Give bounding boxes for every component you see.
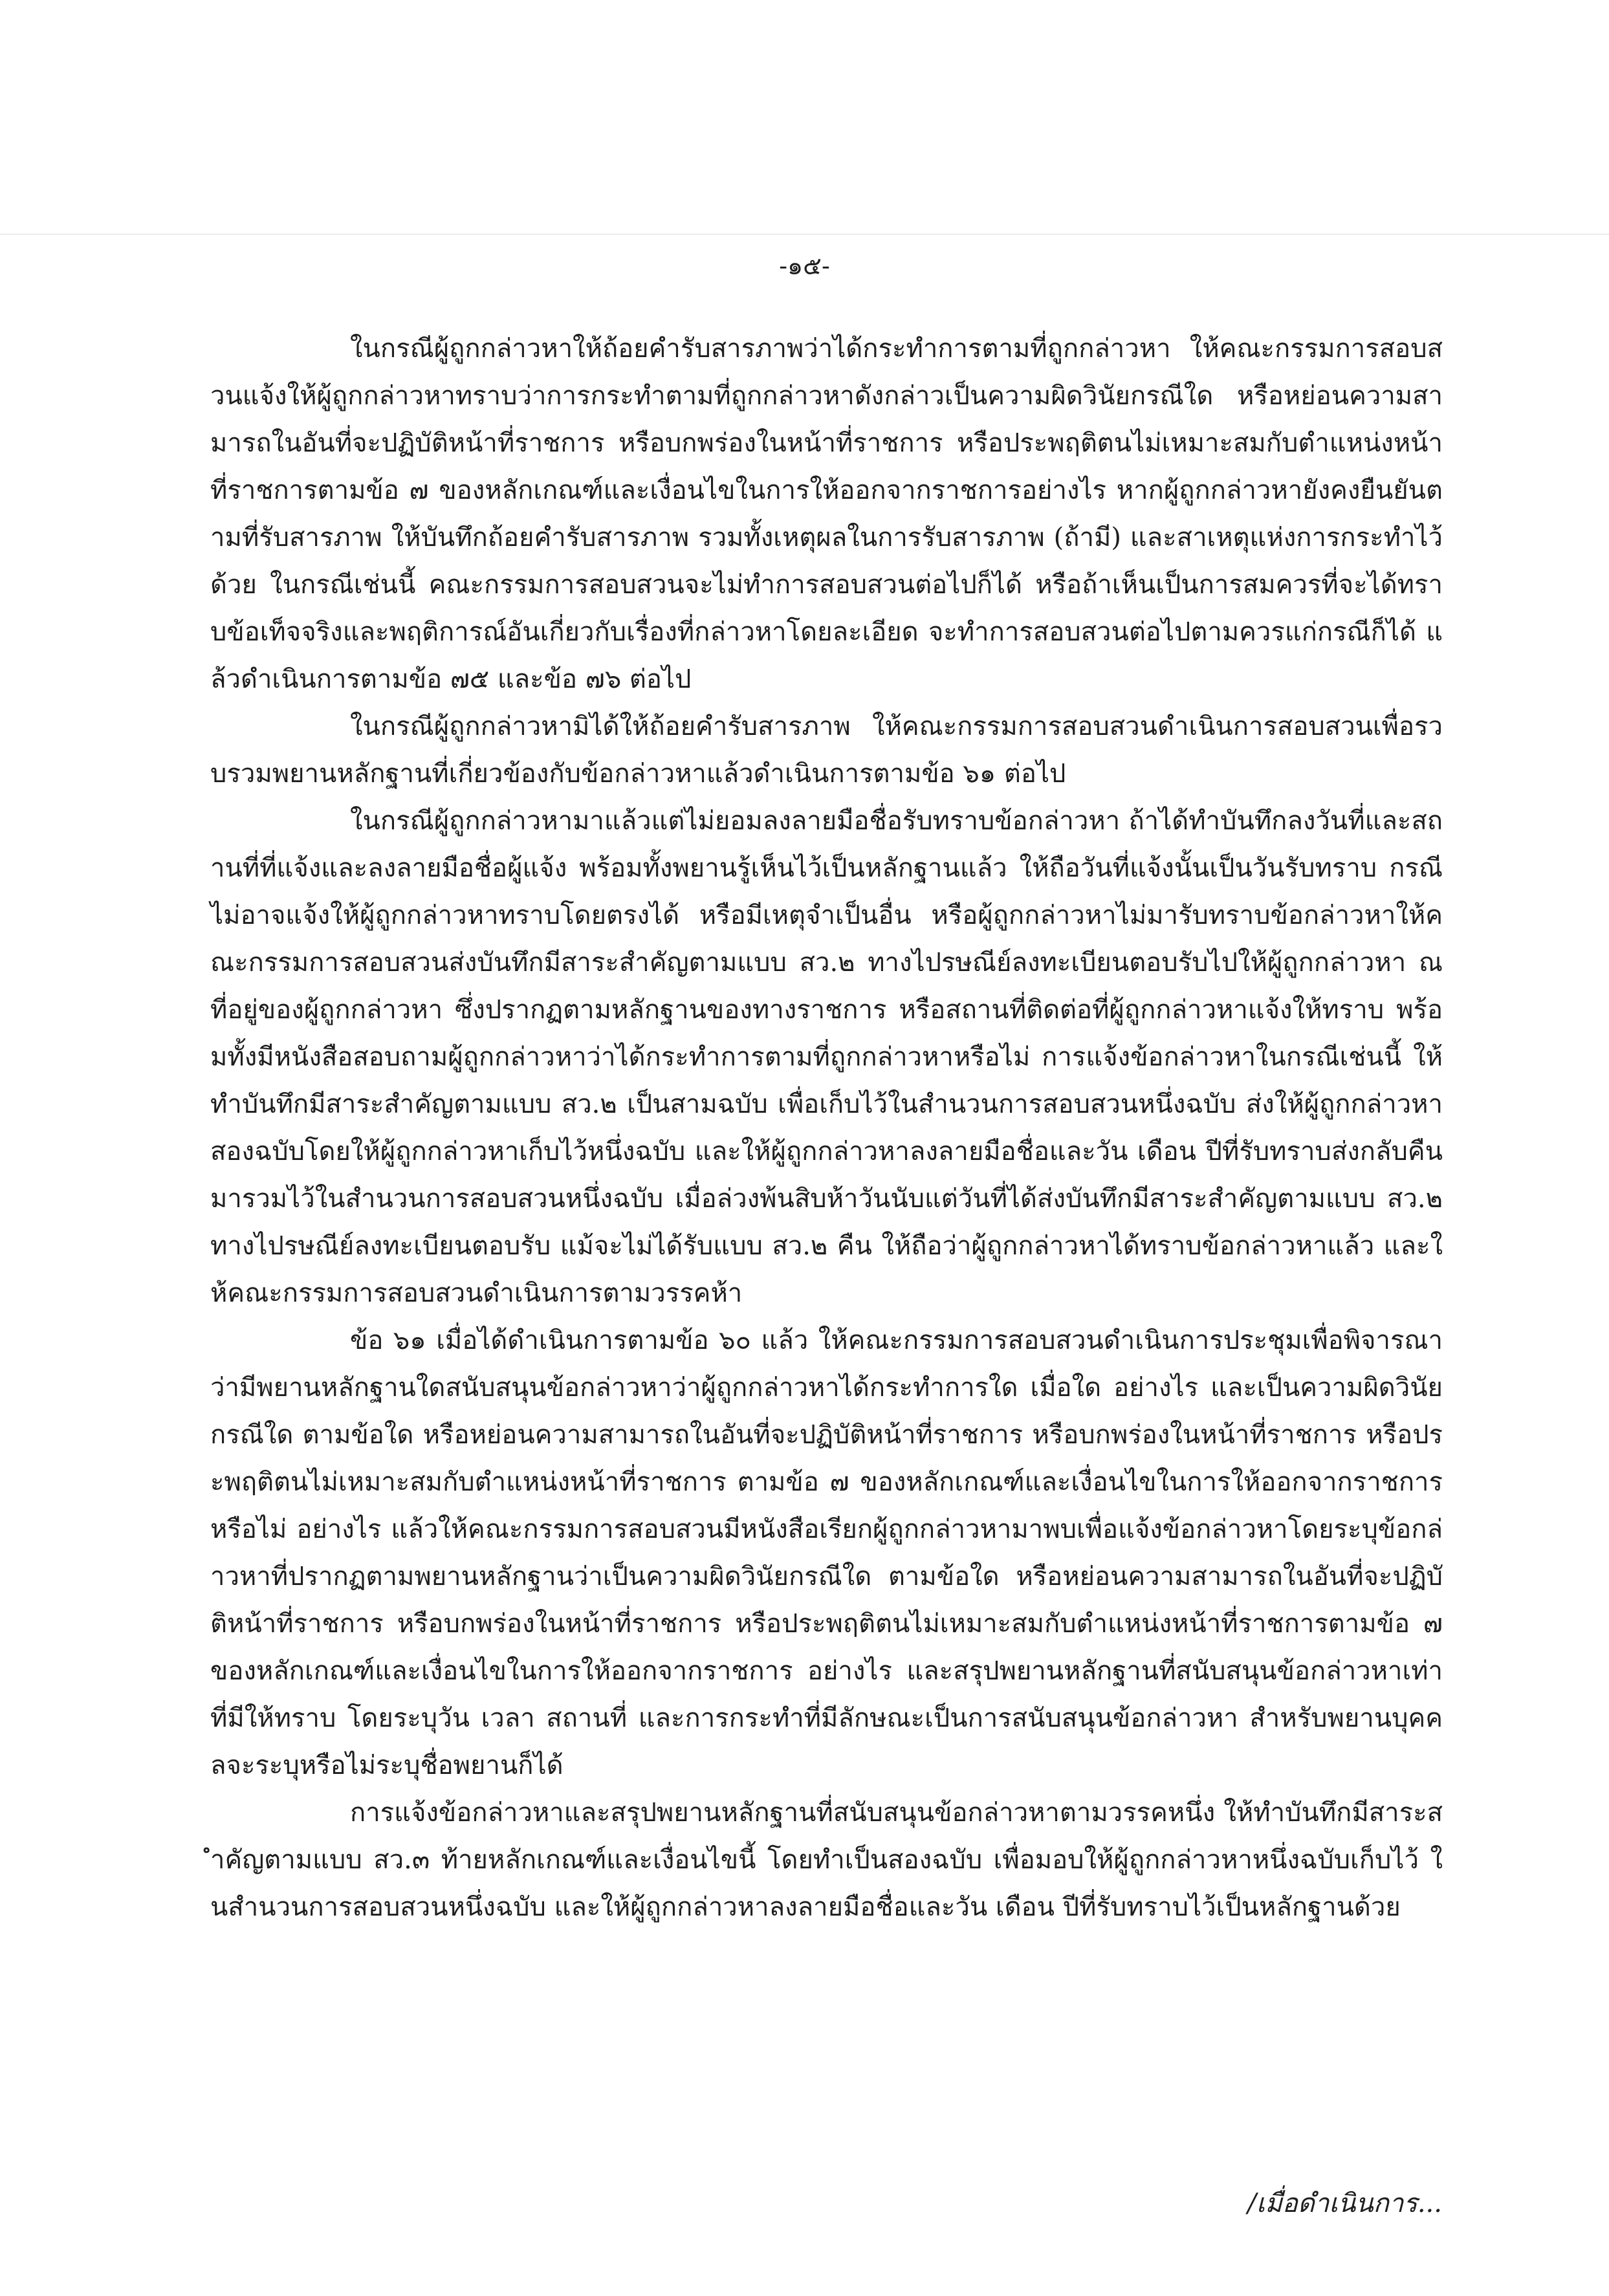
paragraph: ในกรณีผู้ถูกกล่าวหามิได้ให้ถ้อยคำรับสารภาพ ให้คณะกรรมการสอบสวนดำเนินการสอบสวนเพื่อรวบรวมพยานหลักฐานที่เกี่ยวข้องกับข้อกล่าวหาแล้วดำเนินการตามข้อ ๖๑ ต่อไป	[210, 712, 1443, 789]
paragraph: ในกรณีผู้ถูกกล่าวหาให้ถ้อยคำรับสารภาพว่าได้กระทำการตามที่ถูกกล่าวหา ให้คณะกรรมการสอบสวนแจ้งให้ผู้ถูกกล่าวหาทราบว่าการกระทำตามที่ถูกกล่าวหาดังกล่าวเป็นความผิดวินัยกรณีใด หรือหย่อนความสามารถในอันที่จะปฏิบัติหน้าที่ราชการ หรือบกพร่องในหน้าที่ราชการ หรือประพฤติตนไม่เหมาะสมกับตำแหน่งหน้าที่ราชการตามข้อ ๗ ของหลักเกณฑ์และเงื่อนไขในการให้ออกจากราชการอย่างไร หากผู้ถูกกล่าวหายังคงยืนยันตามที่รับสารภาพ ให้บันทึกถ้อยคำรับสารภาพ รวมทั้งเหตุผลในการรับสารภาพ (ถ้ามี) และสาเหตุแห่งการกระทำไว้ด้วย ในกรณีเช่นนี้ คณะกรรมการสอบสวนจะไม่ทำการสอบสวนต่อไปก็ได้ หรือถ้าเห็นเป็นการสมควรที่จะได้ทราบข้อเท็จจริงและพฤติการณ์อันเกี่ยวกับเรื่องที่กล่าวหาโดยละเอียด จะทำการสอบสวนต่อไปตามควรแก่กรณีก็ได้ แล้วดำเนินการตามข้อ ๗๕ และข้อ ๗๖ ต่อไป	[210, 334, 1443, 694]
document-body	[210, 325, 1443, 1931]
page-number: -๑๕-	[779, 252, 830, 280]
paragraph: ข้อ ๖๑ เมื่อได้ดำเนินการตามข้อ ๖๐ แล้ว ให้คณะกรรมการสอบสวนดำเนินการประชุมเพื่อพิจารณาว่ามีพยานหลักฐานใดสนับสนุนข้อกล่าวหาว่าผู้ถูกกล่าวหาได้กระทำการใด เมื่อใด อย่างไร และเป็นความผิดวินัยกรณีใด ตามข้อใด หรือหย่อนความสามารถในอันที่จะปฏิบัติหน้าที่ราชการ หรือบกพร่องในหน้าที่ราชการ หรือประพฤติตนไม่เหมาะสมกับตำแหน่งหน้าที่ราชการ ตามข้อ ๗ ของหลักเกณฑ์และเงื่อนไขในการให้ออกจากราชการหรือไม่ อย่างไร แล้วให้คณะกรรมการสอบสวนมีหนังสือเรียกผู้ถูกกล่าวหามาพบเพื่อแจ้งข้อกล่าวหาโดยระบุข้อกล่าวหาที่ปรากฏตามพยานหลักฐานว่าเป็นความผิดวินัยกรณีใด ตามข้อใด หรือหย่อนความสามารถในอันที่จะปฏิบัติหน้าที่ราชการ หรือบกพร่องในหน้าที่ราชการ หรือประพฤติตนไม่เหมาะสมกับตำแหน่งหน้าที่ราชการตามข้อ ๗ ของหลักเกณฑ์และเงื่อนไขในการให้ออกจากราชการ อย่างไร และสรุปพยานหลักฐานที่สนับสนุนข้อกล่าวหาเท่าที่มีให้ทราบ โดยระบุวัน เวลา สถานที่ และการกระทำที่มีลักษณะเป็นการสนับสนุนข้อกล่าวหา สำหรับพยานบุคคลจะระบุหรือไม่ระบุชื่อพยานก็ได้	[210, 1326, 1443, 1780]
paragraph: ในกรณีผู้ถูกกล่าวหามาแล้วแต่ไม่ยอมลงลายมือชื่อรับทราบข้อกล่าวหา ถ้าได้ทำบันทึกลงวันที่และสถานที่ที่แจ้งและลงลายมือชื่อผู้แจ้ง พร้อมทั้งพยานรู้เห็นไว้เป็นหลักฐานแล้ว ให้ถือวันที่แจ้งนั้นเป็นวันรับทราบ กรณีไม่อาจแจ้งให้ผู้ถูกกล่าวหาทราบโดยตรงได้ หรือมีเหตุจำเป็นอื่น หรือผู้ถูกกล่าวหาไม่มารับทราบข้อกล่าวหาให้คณะกรรมการสอบสวนส่งบันทึกมีสาระสำคัญตามแบบ สว.๒ ทางไปรษณีย์ลงทะเบียนตอบรับไปให้ผู้ถูกกล่าวหา ณ ที่อยู่ของผู้ถูกกล่าวหา ซึ่งปรากฏตามหลักฐานของทางราชการ หรือสถานที่ติดต่อที่ผู้ถูกกล่าวหาแจ้งให้ทราบ พร้อมทั้งมีหนังสือสอบถามผู้ถูกกล่าวหาว่าได้กระทำการตามที่ถูกกล่าวหาหรือไม่ การแจ้งข้อกล่าวหาในกรณีเช่นนี้ ให้ทำบันทึกมีสาระสำคัญตามแบบ สว.๒ เป็นสามฉบับ เพื่อเก็บไว้ในสำนวนการสอบสวนหนึ่งฉบับ ส่งให้ผู้ถูกกล่าวหาสองฉบับโดยให้ผู้ถูกกล่าวหาเก็บไว้หนึ่งฉบับ และให้ผู้ถูกกล่าวหาลงลายมือชื่อและวัน เดือน ปีที่รับทราบส่งกลับคืนมารวมไว้ในสำนวนการสอบสวนหนึ่งฉบับ เมื่อล่วงพ้นสิบห้าวันนับแต่วันที่ได้ส่งบันทึกมีสาระสำคัญตามแบบ สว.๒ ทางไปรษณีย์ลงทะเบียนตอบรับ แม้จะไม่ได้รับแบบ สว.๒ คืน ให้ถือว่าผู้ถูกกล่าวหาได้ทราบข้อกล่าวหาแล้ว และให้คณะกรรมการสอบสวนดำเนินการตามวรรคห้า	[210, 806, 1443, 1308]
scan-edge-line	[0, 234, 1609, 235]
paragraph: การแจ้งข้อกล่าวหาและสรุปพยานหลักฐานที่สนับสนุนข้อกล่าวหาตามวรรคหนึ่ง ให้ทำบันทึกมีสาระสำคัญตามแบบ สว.๓ ท้ายหลักเกณฑ์และเงื่อนไขนี้ โดยทำเป็นสองฉบับ เพื่อมอบให้ผู้ถูกกล่าวหาหนึ่งฉบับเก็บไว้ ในสำนวนการสอบสวนหนึ่งฉบับ และให้ผู้ถูกกล่าวหาลงลายมือชื่อและวัน เดือน ปีที่รับทราบไว้เป็นหลักฐานด้วย	[210, 1798, 1443, 1922]
continuation-note: /เมื่อดำเนินการ...	[1247, 2189, 1442, 2218]
